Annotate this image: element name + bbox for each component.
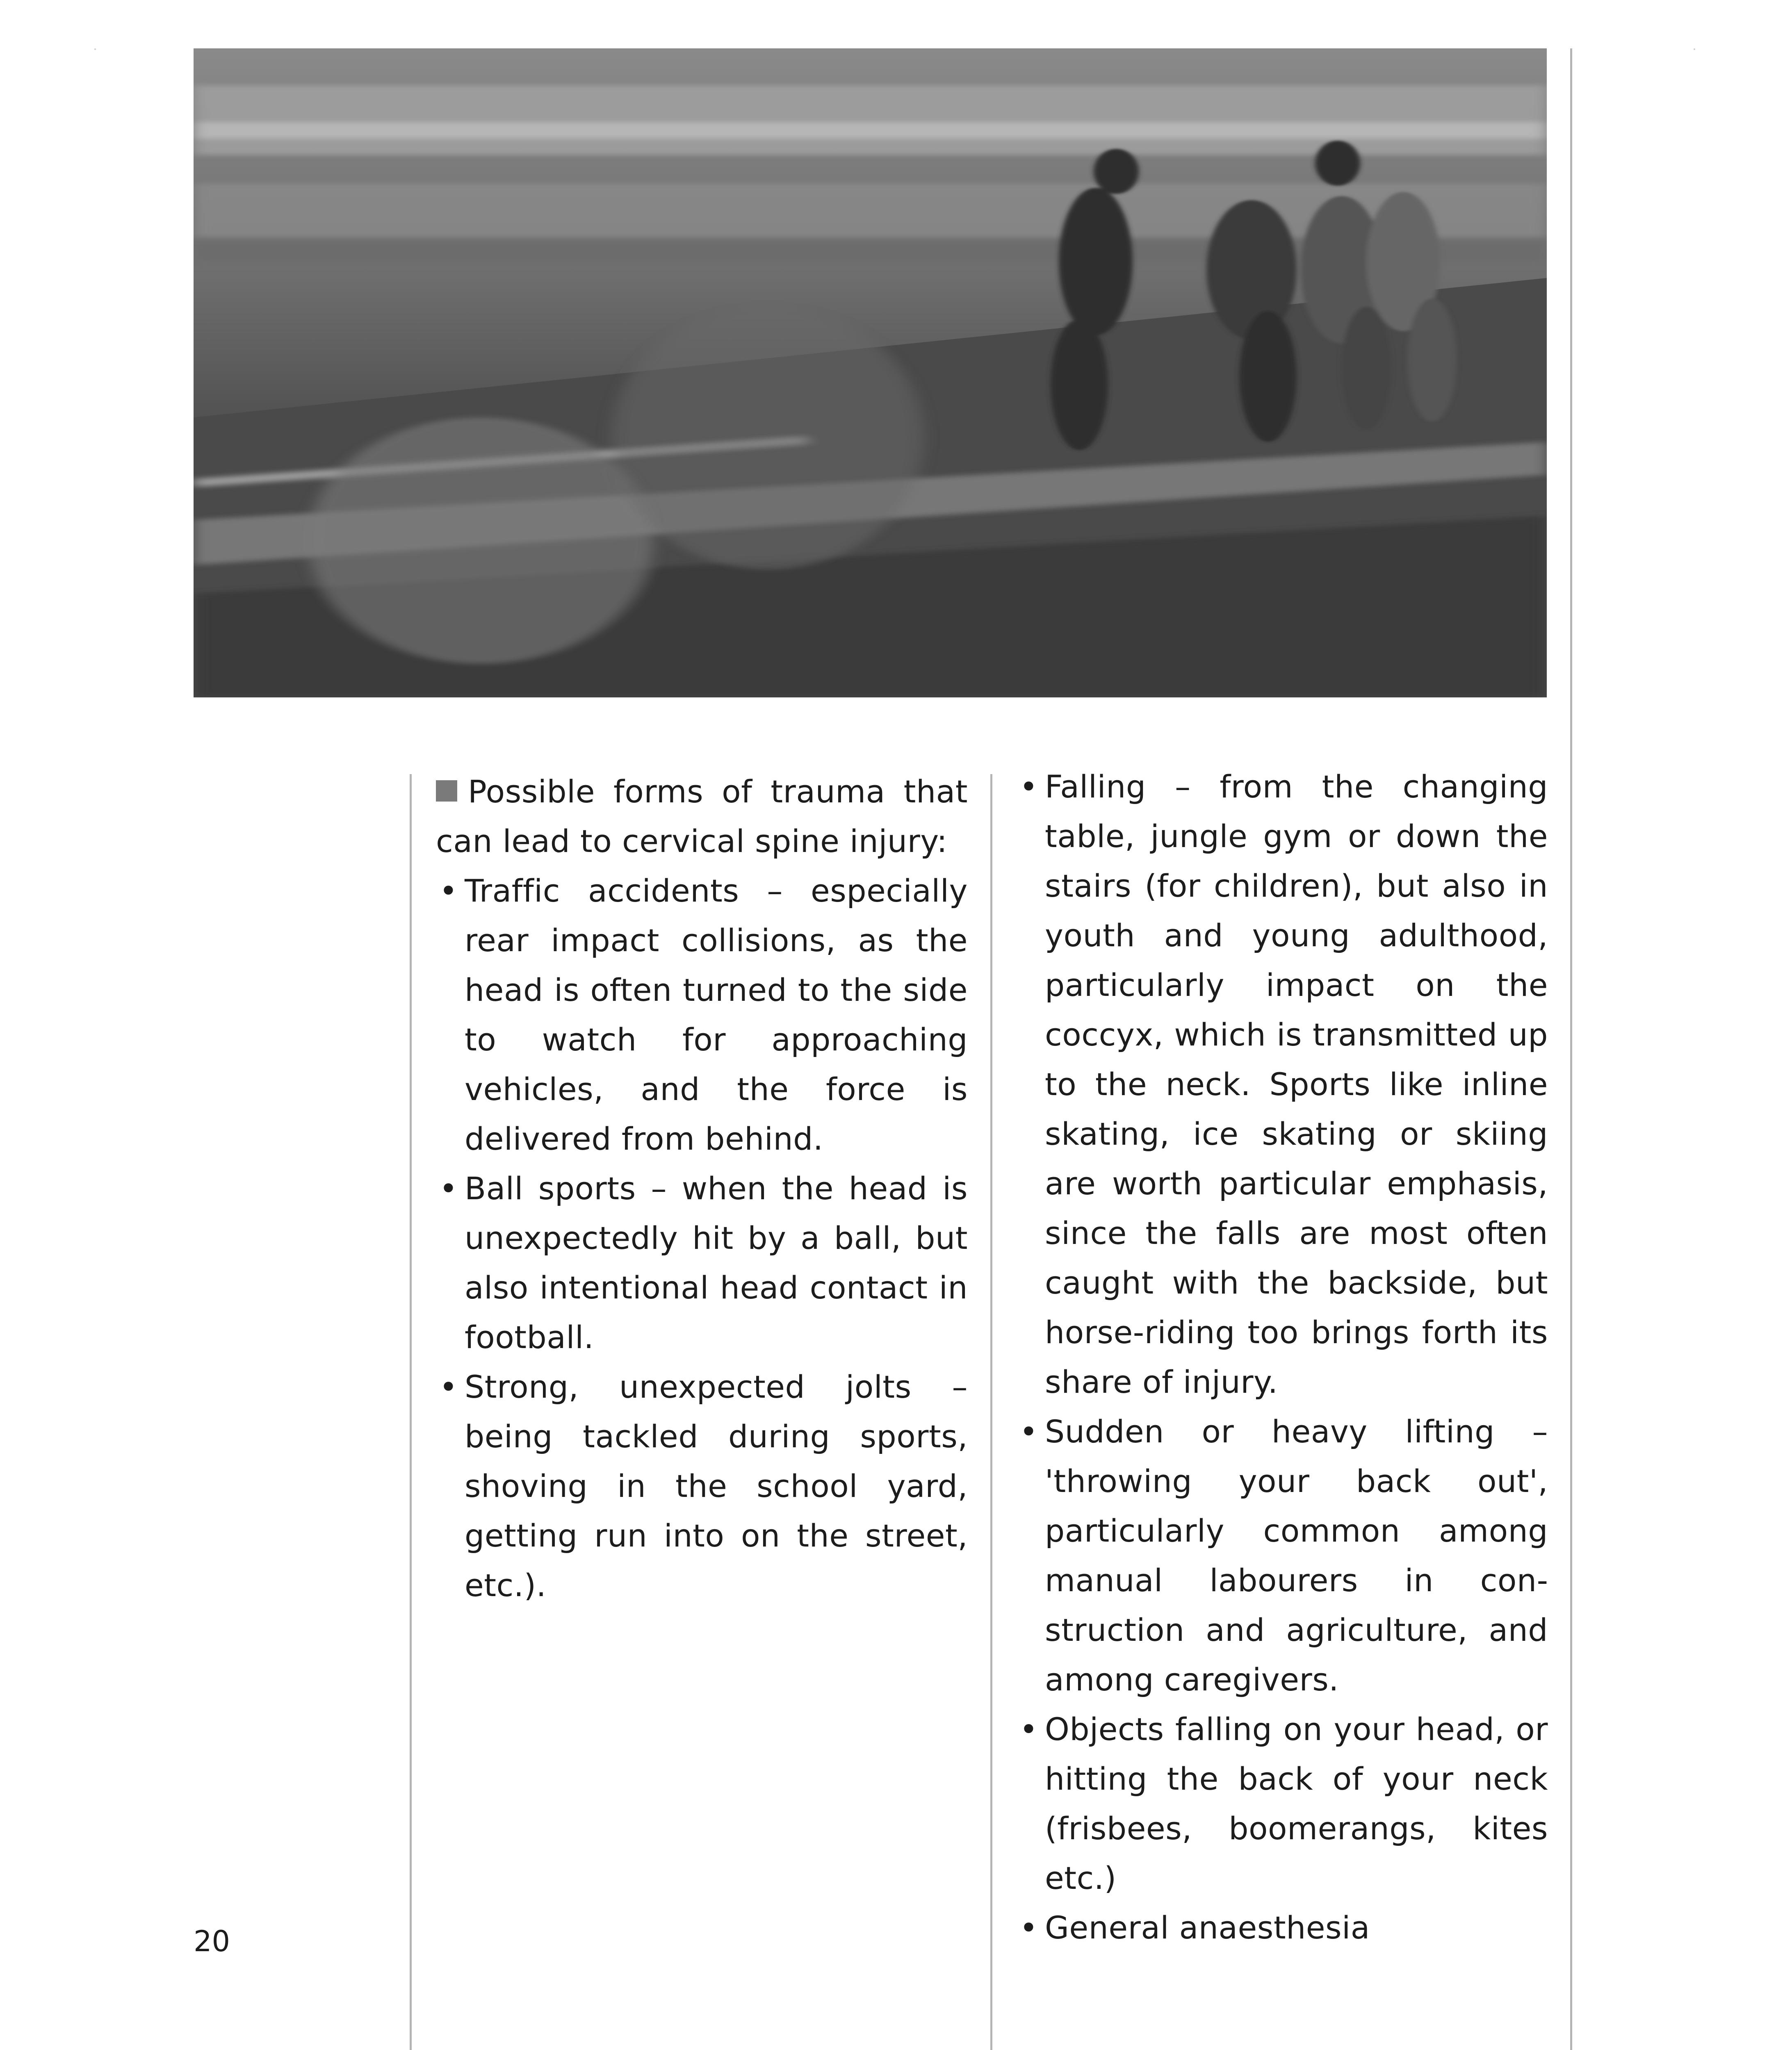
list-item-text: Objects falling on your head, or hitting the back of your neck (frisbees, boomerangs, kites etc.) xyxy=(1045,1711,1548,1896)
bullet-icon: • xyxy=(439,872,458,909)
list-item xyxy=(1016,1407,1548,1704)
square-marker-icon xyxy=(436,780,457,802)
column-rule-right xyxy=(1570,48,1572,2050)
column-rule-left xyxy=(410,774,412,2050)
page-number: 20 xyxy=(194,1925,230,1958)
list-item xyxy=(436,1164,968,1362)
list-item-text: General anaesthesia xyxy=(1045,1909,1370,1946)
bullet-icon: • xyxy=(1019,1909,1038,1946)
list-item xyxy=(1016,762,1548,1407)
skaters-photo xyxy=(194,48,1547,697)
bullet-icon: • xyxy=(439,1369,458,1405)
trauma-list-right xyxy=(1016,762,1548,1952)
list-item xyxy=(1016,1704,1548,1903)
list-item xyxy=(436,866,968,1164)
list-item-text: Sudden or heavy lifting – 'throwing your back out', particularly common among manual labourers in construction and agriculture, and among caregivers. xyxy=(1045,1413,1548,1698)
list-item xyxy=(1016,1903,1548,1952)
list-item-text: Strong, unexpected jolts – being tackled during sports, shoving in the school yard, getting run into on the street, etc.). xyxy=(465,1369,968,1604)
left-text-column xyxy=(436,767,968,1610)
crop-mark xyxy=(94,48,96,50)
trauma-list-left xyxy=(436,866,968,1610)
crop-mark xyxy=(1694,48,1695,50)
skaters-photo-graphic xyxy=(194,48,1547,697)
list-item xyxy=(436,1362,968,1610)
bullet-icon: • xyxy=(439,1170,458,1207)
intro-text: Possible forms of trauma that can lead to cervical spine injury: xyxy=(436,773,968,859)
list-item-text: Traffic accidents – especially rear impact collisions, as the head is often turned to the side to watch for approaching vehicles, and the force is delivered from behind. xyxy=(465,872,968,1157)
bullet-icon: • xyxy=(1019,1711,1038,1747)
bullet-icon: • xyxy=(1019,1413,1038,1450)
intro-paragraph xyxy=(436,767,968,866)
right-text-column xyxy=(1016,762,1548,1952)
bullet-icon: • xyxy=(1019,768,1038,805)
list-item-text: Ball sports – when the head is unexpectedly hit by a ball, but also intentional head contact in football. xyxy=(465,1170,968,1355)
list-item-text: Falling – from the changing table, jungle gym or down the stairs (for children), but also in youth and young adulthood, particularly impact on the coccyx, which is transmitted up to the neck. Sports like inline skating, ice skating or skiing are worth particular emphasis, since the falls are most often caught with the backside, but horse-riding too brings forth its share of injury. xyxy=(1045,768,1548,1400)
column-rule-middle xyxy=(990,774,992,2050)
